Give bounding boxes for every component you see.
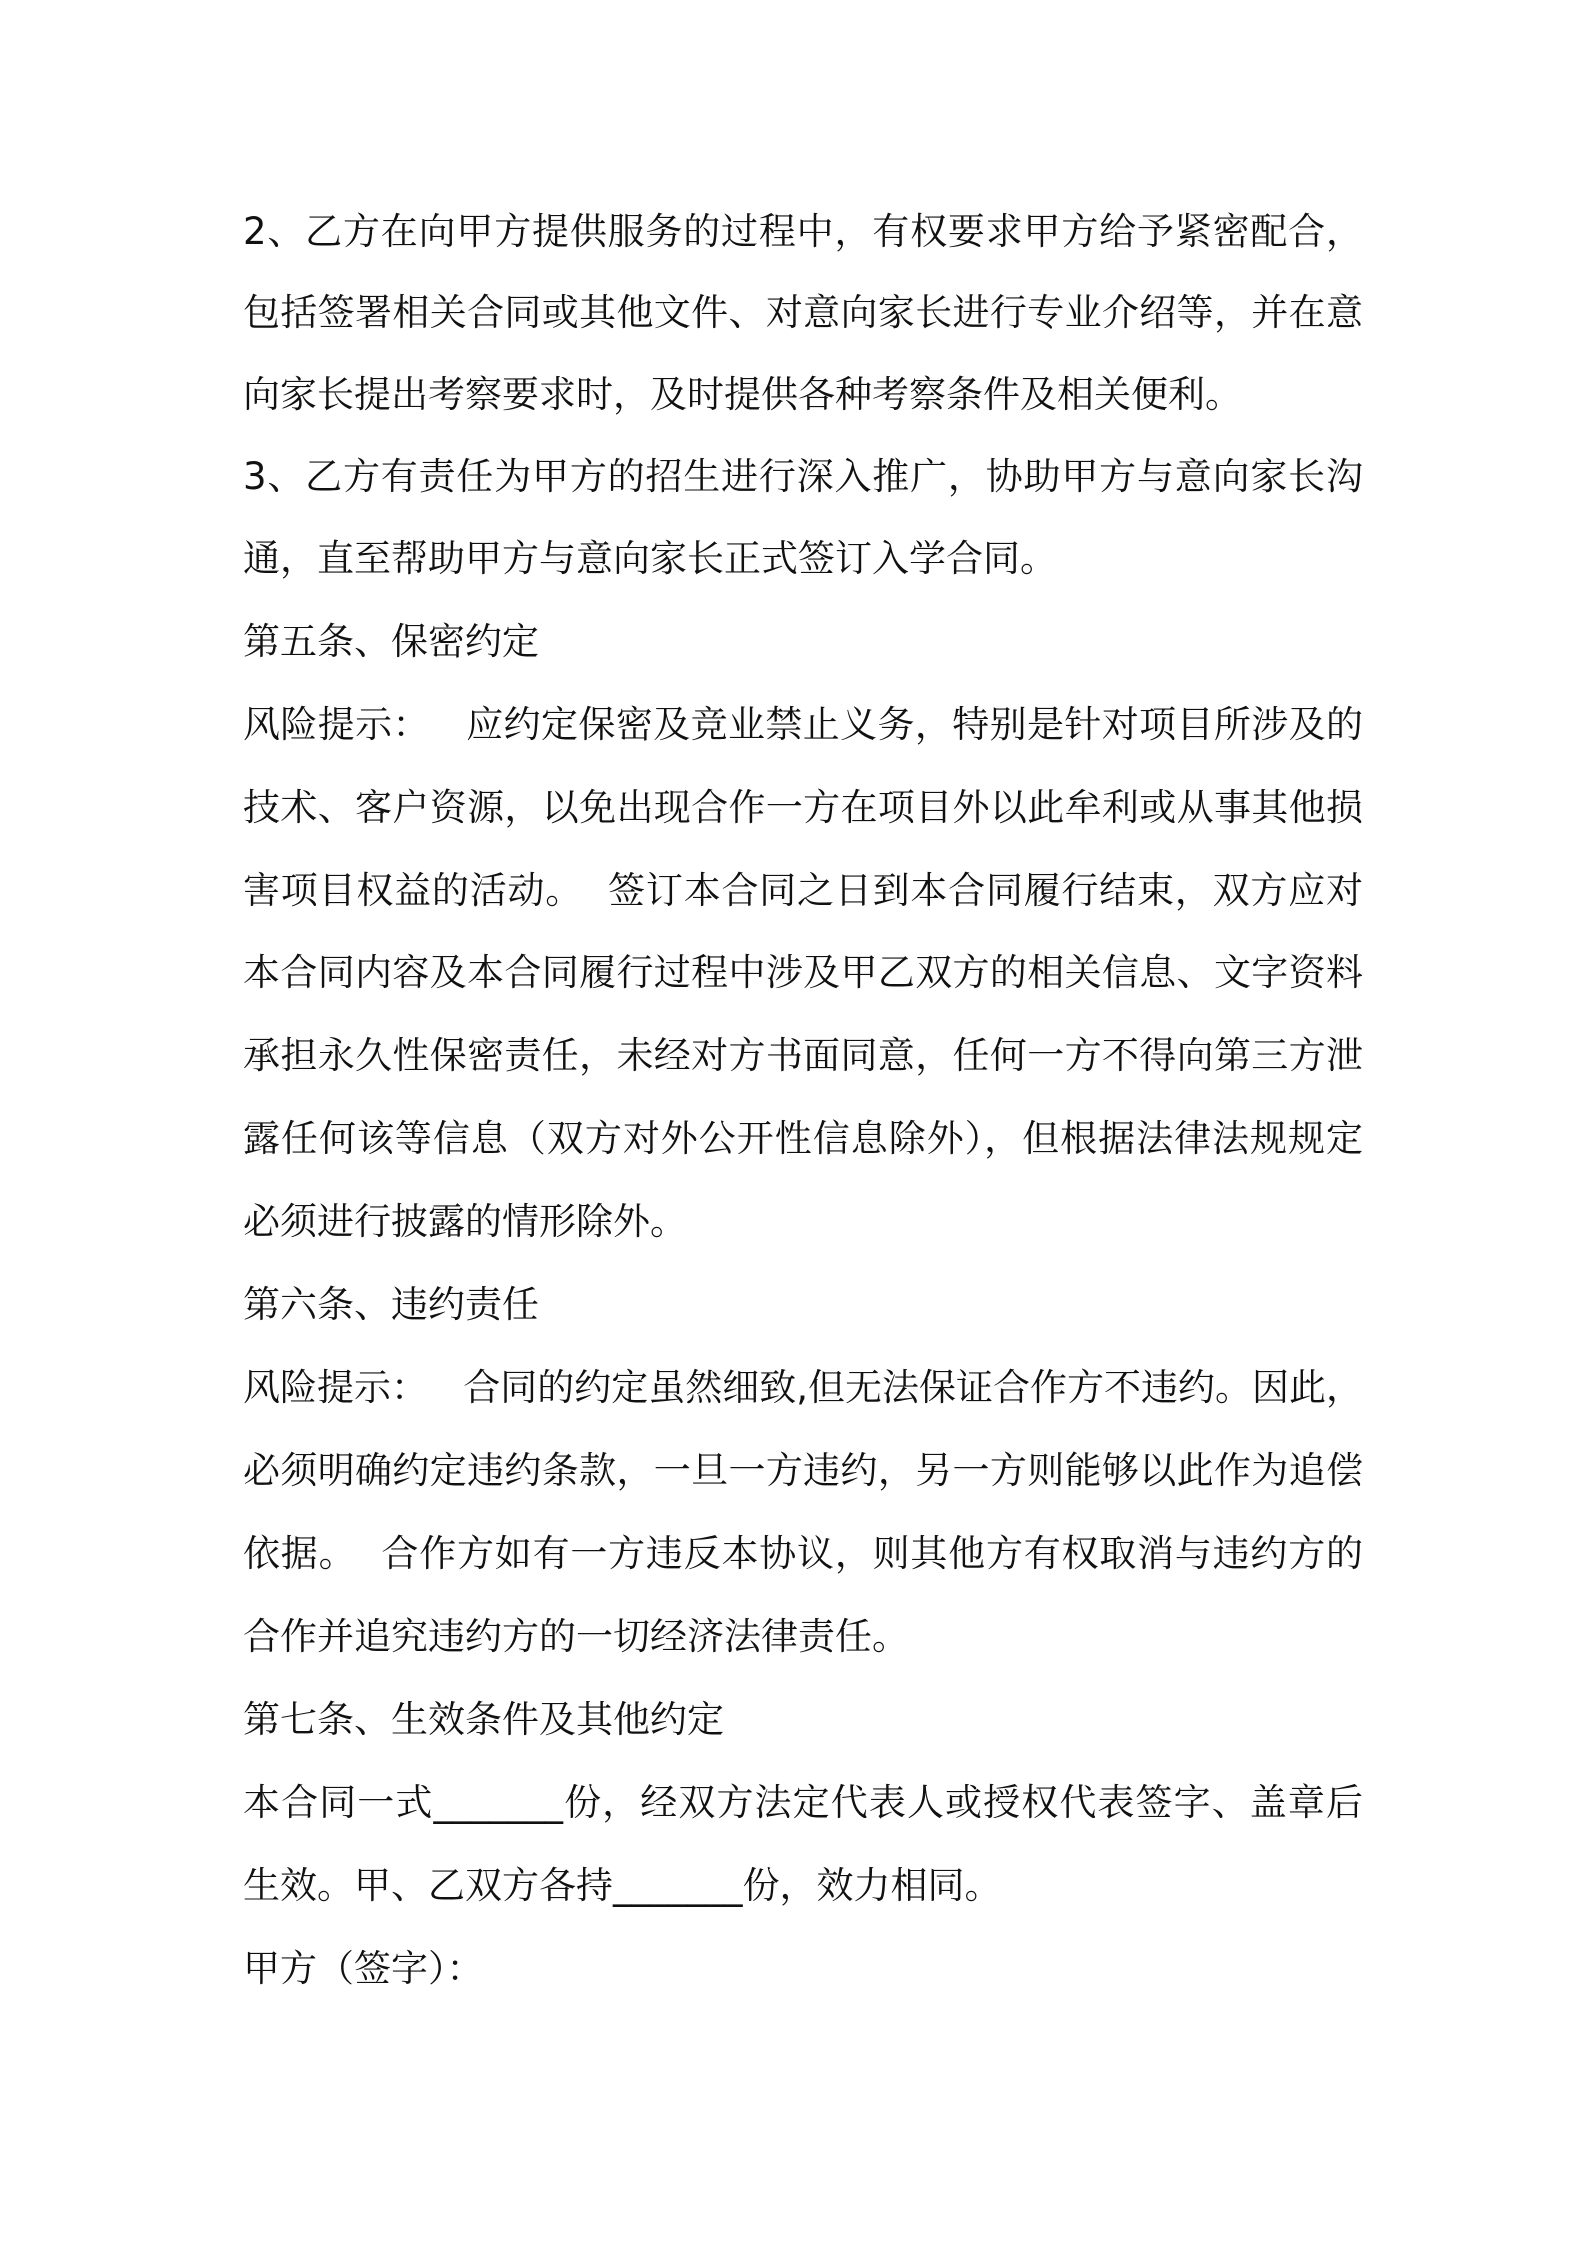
section-heading: 第七条、生效条件及其他约定 xyxy=(243,1698,724,1741)
text-line: 依据。 合作方如有一方违反本协议，则其他方有权取消与违约方的 xyxy=(243,1532,1363,1575)
text-line: 本合同内容及本合同履行过程中涉及甲乙双方的相关信息、文字资料 xyxy=(243,951,1363,994)
signature-label: 甲方（签字）： xyxy=(243,1947,484,1990)
text-line: 风险提示： 应约定保密及竞业禁止义务，特别是针对项目所涉及的 xyxy=(243,703,1363,746)
text-line: 生效。甲、乙双方各持_______份，效力相同。 xyxy=(243,1864,1002,1907)
text-line: 技术、客户资源，以免出现合作一方在项目外以此牟利或从事其他损 xyxy=(243,786,1363,829)
text-line: 承担永久性保密责任，未经对方书面同意，任何一方不得向第三方泄 xyxy=(243,1034,1363,1077)
text-line: 合作并追究违约方的一切经济法律责任。 xyxy=(243,1615,909,1658)
section-heading: 第六条、违约责任 xyxy=(243,1283,539,1326)
text-line: 害项目权益的活动。 签订本合同之日到本合同履行结束，双方应对 xyxy=(243,869,1363,912)
text-line: 2、乙方在向甲方提供服务的过程中，有权要求甲方给予紧密配合， xyxy=(243,210,1363,253)
text-line: 必须进行披露的情形除外。 xyxy=(243,1200,687,1243)
text-line: 露任何该等信息（双方对外公开性信息除外），但根据法律法规规定 xyxy=(243,1117,1363,1160)
text-line: 3、乙方有责任为甲方的招生进行深入推广，协助甲方与意向家长沟 xyxy=(243,455,1363,498)
text-line: 本合同一式_______份，经双方法定代表人或授权代表签字、盖章后 xyxy=(243,1781,1363,1824)
text-line: 必须明确约定违约条款，一旦一方违约，另一方则能够以此作为追偿 xyxy=(243,1449,1363,1492)
text-line: 通，直至帮助甲方与意向家长正式签订入学合同。 xyxy=(243,537,1057,580)
text-line: 包括签署相关合同或其他文件、对意向家长进行专业介绍等，并在意 xyxy=(243,291,1363,334)
text-line: 向家长提出考察要求时，及时提供各种考察条件及相关便利。 xyxy=(243,373,1242,416)
section-heading: 第五条、保密约定 xyxy=(243,620,539,663)
text-line: 风险提示： 合同的约定虽然细致,但无法保证合作方不违约。因此， xyxy=(243,1366,1363,1409)
